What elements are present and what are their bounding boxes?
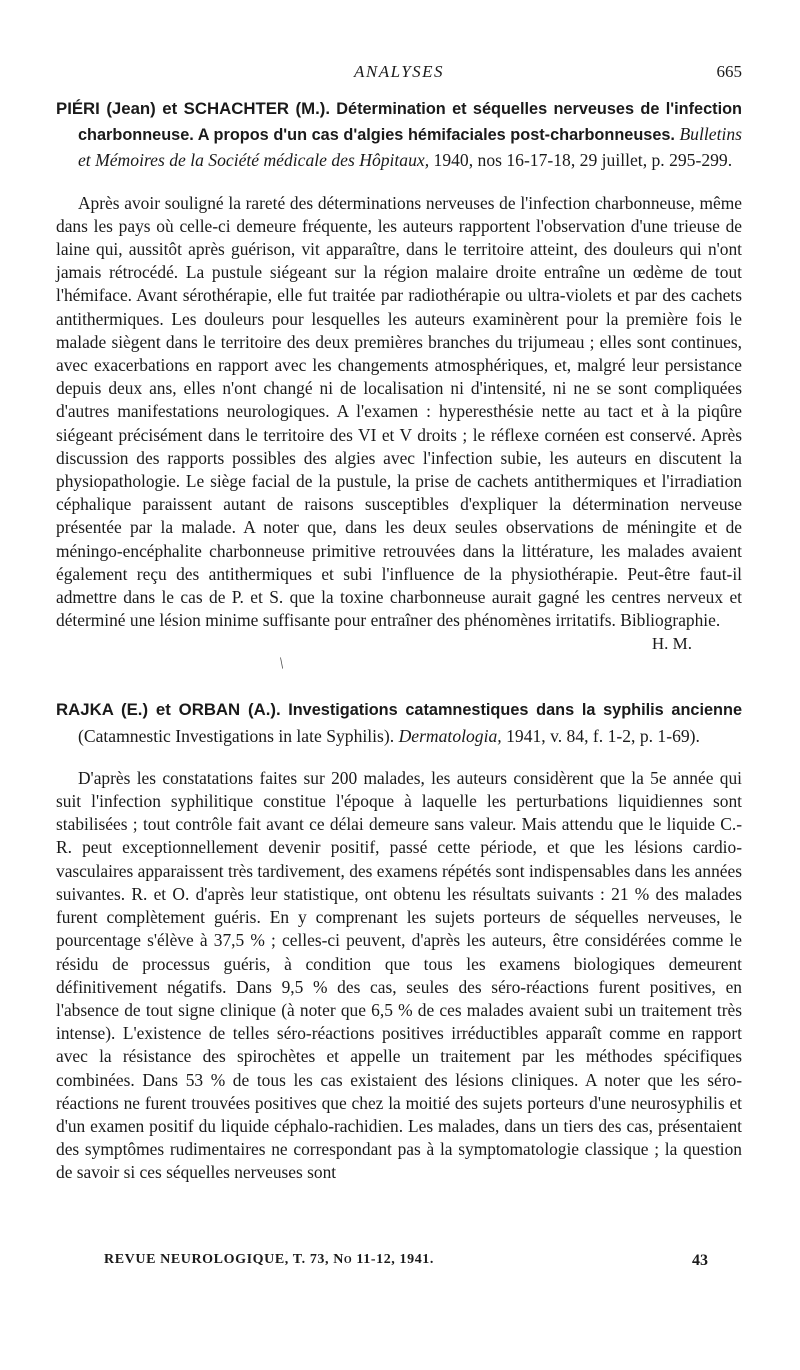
entry-journal: Dermatologia,: [398, 725, 502, 746]
running-head: [56, 62, 742, 88]
entry-journal: Bulletins et Mémoires de la Société médicale des Hôpitaux,: [78, 124, 742, 171]
page-number: 665: [716, 62, 742, 81]
entry-title-translation: (Catamnestic Investigations in late Syphilis).: [78, 725, 395, 746]
page-footer: [104, 1252, 708, 1278]
entry-authors: RAJKA (E.) et ORBAN (A.).: [56, 700, 281, 720]
entry-pieri-schachter: [56, 96, 742, 655]
footer-journal: REVUE NEUROLOGIQUE, T. 73, No 11-12, 1941.: [104, 1252, 434, 1267]
entry-citation: 1940, nos 16-17-18, 29 juillet, p. 295-299.: [433, 150, 733, 171]
entry-signature: H. M.: [651, 634, 692, 654]
separator-mark-glyph: /: [275, 655, 289, 673]
entry-authors: PIÉRI (Jean) et SCHACHTER (M.).: [56, 99, 331, 118]
entry-title: Investigations catamnestiques dans la syphilis ancienne: [288, 701, 742, 720]
entry-heading: [56, 697, 742, 748]
entry-abstract: D'après les constatations faites sur 200 malades, les auteurs considèrent que la 5e année qui suit l'infection syphilitique constitue l'époque à laquelle les perturbations liquidiennes sont stabilisées ; tout contrôle fait avant ce délai demeure sans valeur. Mais attendu que le liquide C.-R. peut exceptionnellement devenir positif, passé cette période, et que les lésions cardio-vasculaires apparaissent très tardivement, des examens répétés sont indispensables dans les années suivantes. R. et O. d'après leur statistique, ont obtenu les résultats suivants : 21 % des malades furent complètement guéris. En y comprenant les sujets porteurs de séquelles nerveuses, le pourcentage s'élève à 37,5 % ; celles-ci peuvent, d'après les auteurs, être considérées comme le résidu de processus guéris, à condition que tous les examens biologiques demeurent définitivement négatifs. Dans 9,5 % des cas, seules des séro-réactions furent positives, en l'absence de tout signe clinique (à noter que 6,5 % de ces malades avaient subi un traitement très intense). L'existence de telles séro-réactions positives irréductibles apparaît comme en rapport avec la résistance des spirochètes et appelle un traitement par les méthodes spécifiques combinées. Dans 53 % de tous les cas existaient des lésions cliniques. A noter que les séro-réactions ne furent trouvées positives que chez la moitié des sujets porteurs d'une neurosyphilis et d'un examen positif du liquide céphalo-rachidien. Les malades, dans un tiers des cas, présentaient des symptômes rudimentaires ne correspondant pas à la symptomatologie classique ; la question de savoir si ces séquelles nerveuses sont: [56, 767, 742, 1183]
entry-title: Détermination et séquelles nerveuses de l'infection charbonneuse. A propos d'un cas d'algies hémifaciales post-charbonneuses.: [78, 100, 742, 145]
entry-abstract: Après avoir souligné la rareté des déterminations nerveuses de l'infection charbonneuse, même dans les pays où celle-ci demeure fréquente, les auteurs rapportent l'observation d'une trieuse de laine qui, aussitôt après guérison, vit apparaître, dans le territoire atteint, des douleurs qui n'ont jamais rétrocédé. La pustule siégeant sur la région malaire droite entraîne un œdème de tout l'hémiface. Avant sérothérapie, elle fut traitée par radiothérapie ou ultra-violets et par des cachets antithermiques. Les douleurs pour lesquelles les auteurs examinèrent pour la première fois le malade siègent dans le territoire des deux premières branches du trijumeau ; elles sont continues, avec exacerbations en rapport avec les changements atmosphériques, et, malgré leur persistance depuis deux ans, elles n'ont changé ni de localisation ni d'intensité, ni ne se sont compliquées d'autres manifestations neurologiques. A l'examen : hyperesthésie nette au tact et à la piqûre siégeant précisément dans le territoire des VI et V droits ; le réflexe cornéen est conservé. Après discussion des rapports possibles des algies avec l'infection subie, les auteurs en discutent la physiopathologie. Le siège facial de la pustule, la prise de cachets antithermiques et l'irradiation céphalique paraissent autant de raisons susceptibles d'expliquer la détermination nerveuse présentée par la malade. A noter que, dans les deux seules observations de méningite et de méningo-encéphalite charbonneuse primitive retrouvées dans la littérature, les malades avaient également reçu des antithermiques et subi l'influence de la physiothérapie. Peut-être faut-il admettre dans le cas de P. et S. que la toxine charbonneuse aurait gagné les centres nerveux et déterminé une lésion minime suffisante pour entraîner des phénomènes irritatifs. Bibliographie.: [56, 192, 742, 631]
running-title: ANALYSES: [353, 62, 445, 81]
entry-heading: [56, 96, 742, 174]
content: [56, 96, 742, 1185]
entry-citation: 1941, v. 84, f. 1-2, p. 1-69).: [506, 725, 700, 746]
footer-sheet-number: 43: [692, 1252, 708, 1269]
entry-rajka-orban: [56, 697, 742, 1184]
separator-mark: [56, 655, 742, 679]
